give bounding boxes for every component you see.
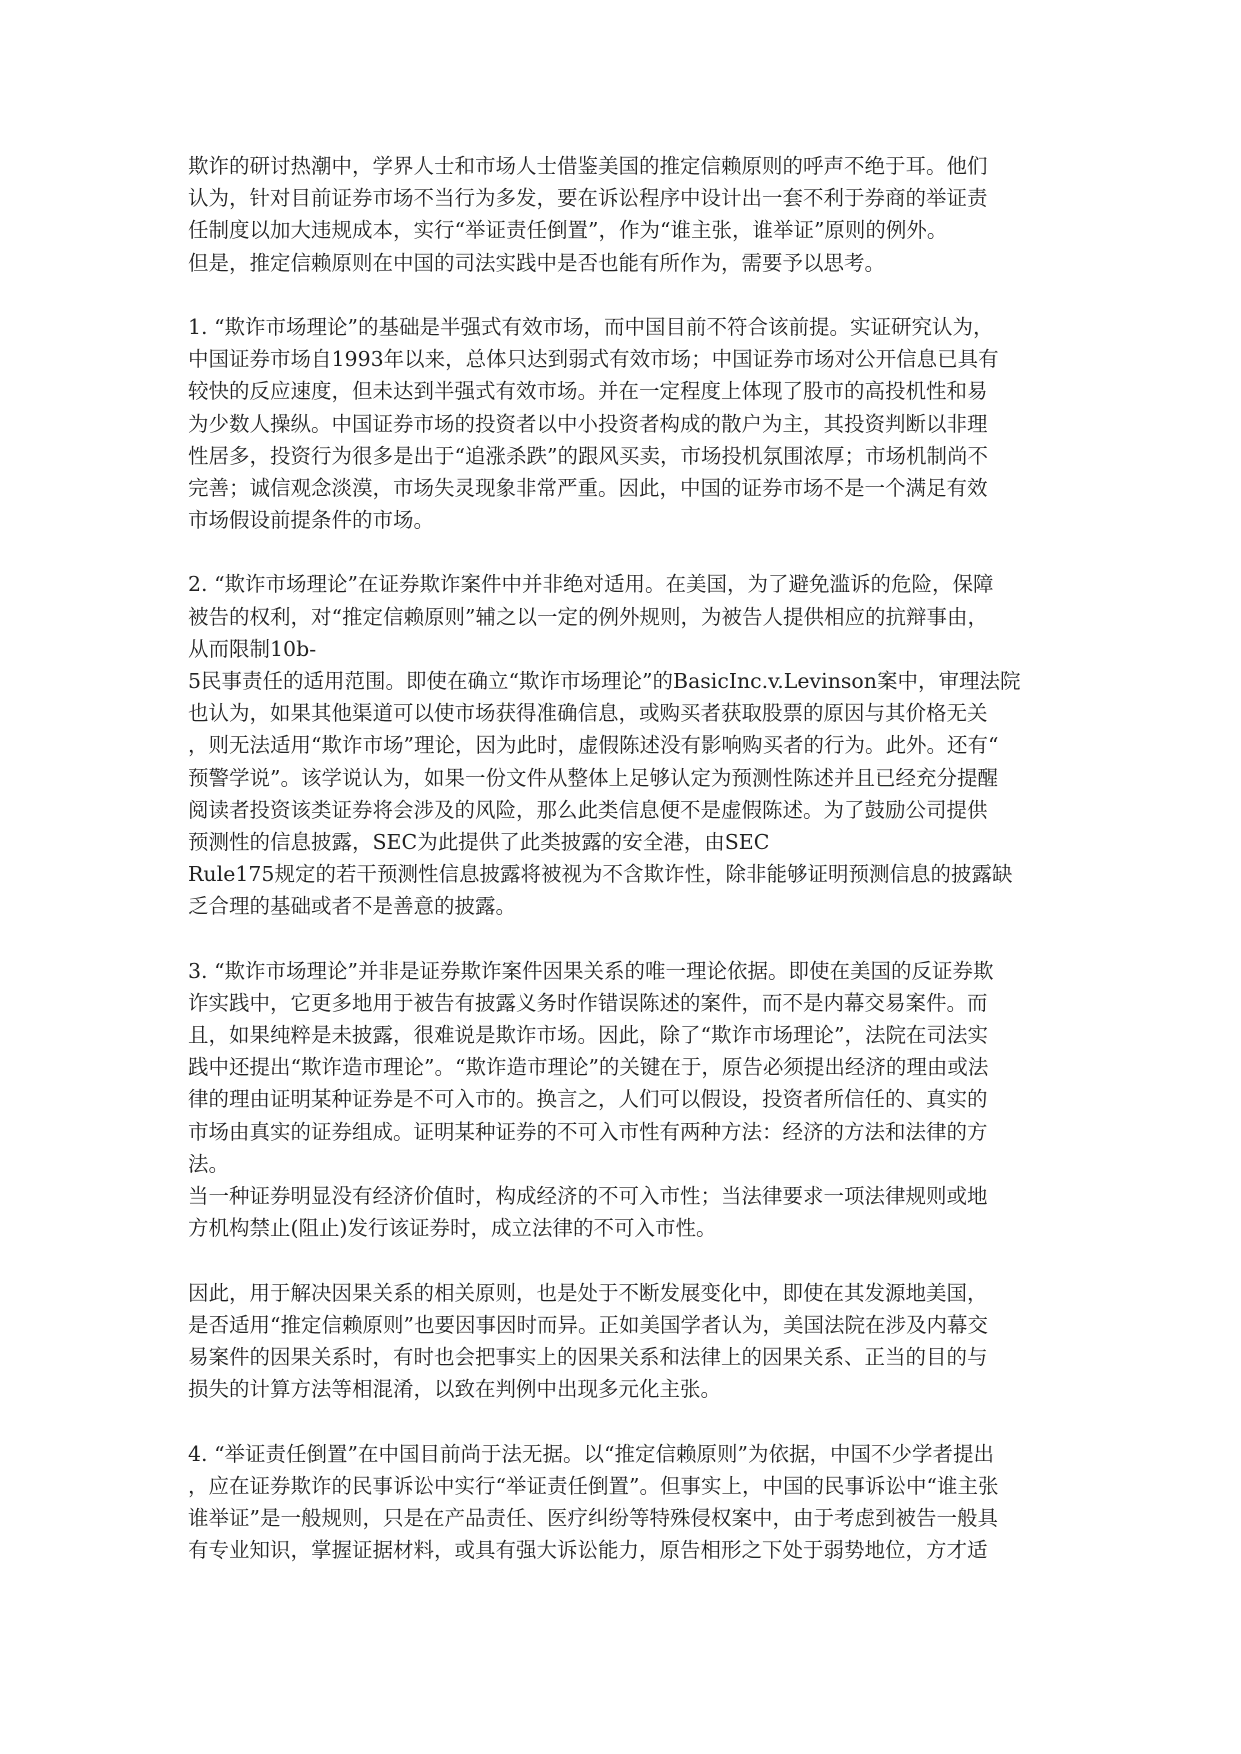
text-line: 当一种证券明显没有经济价值时，构成经济的不可入市性；当法律要求一项法律规则或地 xyxy=(188,1184,988,1208)
text-line: 阅读者投资该类证券将会涉及的风险，那么此类信息便不是虚假陈述。为了鼓励公司提供 xyxy=(188,797,988,822)
text-line: 但是，推定信赖原则在中国的司法实践中是否也能有所作为，需要予以思考。 xyxy=(188,250,885,275)
text-line: 律的理由证明某种证券是不可入市的。换言之，人们可以假设，投资者所信任的、真实的 xyxy=(188,1087,988,1112)
text-line: 2. “欺诈市场理论”在证券欺诈案件中并非绝对适用。在美国，为了避免滥诉的危险，保障 xyxy=(188,572,994,597)
paragraph-4 xyxy=(188,955,1068,1245)
text-line: 践中还提出“欺诈造市理论”。“欺诈造市理论”的关键在于，原告必须提出经济的理由或法 xyxy=(188,1055,989,1080)
text-line: 较快的反应速度，但未达到半强式有效市场。并在一定程度上体现了股市的高投机性和易 xyxy=(188,379,988,404)
text-line: 有专业知识，掌握证据材料，或具有强大诉讼能力，原告相形之下处于弱势地位，方才适 xyxy=(188,1538,988,1563)
text-line: 也认为，如果其他渠道可以使市场获得准确信息，或购买者获取股票的原因与其价格无关 xyxy=(188,701,988,726)
text-line: 是否适用“推定信赖原则”也要因事因时而异。正如美国学者认为，美国法院在涉及内幕交 xyxy=(188,1312,988,1337)
paragraph-1 xyxy=(188,150,1068,279)
paragraph-spacer xyxy=(188,1405,1068,1437)
text-line: 被告的权利，对“推定信赖原则”辅之以一定的例外规则，为被告人提供相应的抗辩事由， xyxy=(188,604,988,629)
paragraph-2 xyxy=(188,311,1068,536)
text-line: 性居多，投资行为很多是出于“追涨杀跌”的跟风买卖，市场投机氛围浓厚；市场机制尚不 xyxy=(188,443,988,468)
paragraph-spacer xyxy=(188,536,1068,568)
paragraph-3 xyxy=(188,568,1068,922)
text-line: 方机构禁止(阻止)发行该证券时，成立法律的不可入市性。 xyxy=(188,1216,717,1241)
text-line: 诈实践中，它更多地用于被告有披露义务时作错误陈述的案件，而不是内幕交易案件。而 xyxy=(188,990,988,1015)
text-line: Rule175规定的若干预测性信息披露将被视为不含欺诈性，除非能够证明预测信息的披露缺 xyxy=(188,862,1013,887)
paragraph-spacer xyxy=(188,279,1068,311)
text-line: 为少数人操纵。中国证券市场的投资者以中小投资者构成的散户为主，其投资判断以非理 xyxy=(188,411,988,436)
paragraph-spacer xyxy=(188,1244,1068,1276)
text-line: 5民事责任的适用范围。即使在确立“欺诈市场理论”的BasicInc.v.Levinson案中，审理法院 xyxy=(188,669,1021,693)
paragraph-5 xyxy=(188,1277,1068,1406)
paragraph-6 xyxy=(188,1438,1068,1567)
text-line: 从而限制10b- xyxy=(188,636,317,661)
text-line: 欺诈的研讨热潮中，学界人士和市场人士借鉴美国的推定信赖原则的呼声不绝于耳。他们 xyxy=(188,154,988,178)
text-line: 预测性的信息披露，SEC为此提供了此类披露的安全港，由SEC xyxy=(188,829,770,854)
text-line: 3. “欺诈市场理论”并非是证券欺诈案件因果关系的唯一理论依据。即使在美国的反证券欺 xyxy=(188,958,994,983)
text-line: 损失的计算方法等相混淆，以致在判例中出现多元化主张。 xyxy=(188,1377,721,1402)
text-line: 任制度以加大违规成本，实行“举证责任倒置”，作为“谁主张，谁举证”原则的例外。 xyxy=(188,218,948,243)
document-body xyxy=(188,150,1068,1566)
text-line: ，应在证券欺诈的民事诉讼中实行“举证责任倒置”。但事实上，中国的民事诉讼中“谁主张 xyxy=(188,1473,999,1498)
paragraph-spacer xyxy=(188,923,1068,955)
text-line: 预警学说”。该学说认为，如果一份文件从整体上足够认定为预测性陈述并且已经充分提醒 xyxy=(188,765,998,790)
text-line: 易案件的因果关系时，有时也会把事实上的因果关系和法律上的因果关系、正当的目的与 xyxy=(188,1344,988,1369)
text-line: 且，如果纯粹是未披露，很难说是欺诈市场。因此，除了“欺诈市场理论”，法院在司法实 xyxy=(188,1023,988,1048)
text-line: 市场假设前提条件的市场。 xyxy=(188,508,434,533)
text-line: 市场由真实的证券组成。证明某种证券的不可入市性有两种方法：经济的方法和法律的方 xyxy=(188,1119,988,1144)
text-line: 1. “欺诈市场理论”的基础是半强式有效市场，而中国目前不符合该前提。实证研究认为， xyxy=(188,314,994,339)
text-line: 乏合理的基础或者不是善意的披露。 xyxy=(188,894,516,919)
text-line: 4. “举证责任倒置”在中国目前尚于法无据。以“推定信赖原则”为依据，中国不少学者提出 xyxy=(188,1441,994,1466)
text-line: 认为，针对目前证券市场不当行为多发，要在诉讼程序中设计出一套不利于券商的举证责 xyxy=(188,186,988,211)
text-line: 中国证券市场自1993年以来，总体只达到弱式有效市场；中国证券市场对公开信息已具有 xyxy=(188,347,999,372)
text-line: 谁举证”是一般规则，只是在产品责任、医疗纠纷等特殊侵权案中，由于考虑到被告一般具 xyxy=(188,1505,998,1530)
text-line: ，则无法适用“欺诈市场”理论，因为此时，虚假陈述没有影响购买者的行为。此外。还有“ xyxy=(188,733,999,758)
text-line: 完善；诚信观念淡漠，市场失灵现象非常严重。因此，中国的证券市场不是一个满足有效 xyxy=(188,475,988,500)
text-line: 因此，用于解决因果关系的相关原则，也是处于不断发展变化中，即使在其发源地美国， xyxy=(188,1280,988,1305)
text-line: 法。 xyxy=(188,1151,229,1176)
